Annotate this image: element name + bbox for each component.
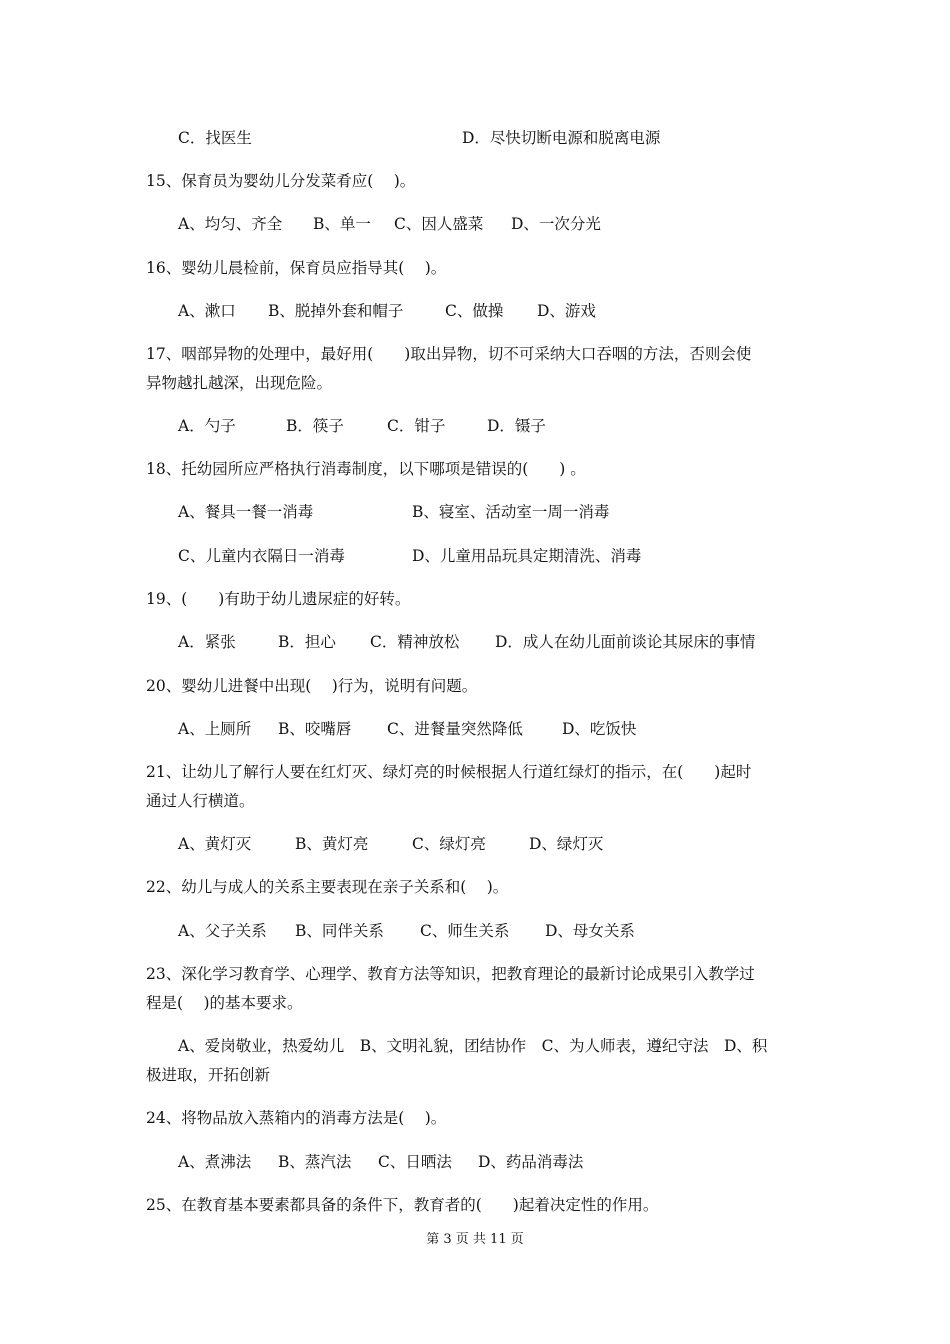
- q21-option-c: C、绿灯亮: [412, 835, 486, 853]
- q17-option-a: A．勺子: [178, 417, 236, 435]
- q25-stem: 25、在教育基本要素都具备的条件下，教育者的( )起着决定性的作用。: [146, 1196, 659, 1214]
- q15-option-d: D、一次分光: [511, 215, 601, 233]
- q17-option-c: C．钳子: [387, 417, 446, 435]
- q16-option-a: A、漱口: [178, 302, 236, 320]
- q17-option-d: D．镊子: [487, 417, 546, 435]
- q18-option-b: B、寝室、活动室一周一消毒: [412, 503, 610, 521]
- q24-option-b: B、蒸汽法: [278, 1153, 352, 1171]
- q21-stem-line1: 21、让幼儿了解行人要在红灯灭、绿灯亮的时候根据人行道红绿灯的指示，在( )起时: [146, 763, 752, 781]
- q20-option-a: A、上厕所: [178, 720, 252, 738]
- q15-option-a: A、均匀、齐全: [178, 215, 283, 233]
- q19-option-a: A．紧张: [178, 633, 236, 651]
- q16-stem: 16、婴幼儿晨检前，保育员应指导其( )。: [146, 259, 447, 277]
- q17-stem-line1: 17、咽部异物的处理中，最好用( )取出异物，切不可采纳大口吞咽的方法，否则会使: [146, 345, 752, 363]
- q22-option-d: D、母女关系: [545, 922, 635, 940]
- q18-stem: 18、托幼园所应严格执行消毒制度，以下哪项是错误的( ) 。: [146, 460, 586, 478]
- q16-option-b: B、脱掉外套和帽子: [268, 302, 404, 320]
- q18-option-d: D、儿童用品玩具定期清洗、消毒: [412, 547, 642, 565]
- q19-option-d: D．成人在幼儿面前谈论其尿床的事情: [495, 633, 756, 651]
- q23-stem-line1: 23、深化学习教育学、心理学、教育方法等知识，把教育理论的最新讨论成果引入教学过: [146, 965, 755, 983]
- q14-option-d: D．尽快切断电源和脱离电源: [462, 129, 661, 147]
- q22-stem: 22、幼儿与成人的关系主要表现在亲子关系和( )。: [146, 878, 509, 896]
- q24-option-c: C、日晒法: [378, 1153, 452, 1171]
- q20-stem: 20、婴幼儿进餐中出现( )行为，说明有问题。: [146, 677, 478, 695]
- q18-option-a: A、餐具一餐一消毒: [178, 503, 314, 521]
- q23-stem-line2: 程是( )的基本要求。: [146, 994, 303, 1012]
- q15-option-b: B、单一: [313, 215, 371, 233]
- q21-option-a: A、黄灯灭: [178, 835, 252, 853]
- q24-option-a: A、煮沸法: [178, 1153, 252, 1171]
- q19-stem: 19、( )有助于幼儿遗尿症的好转。: [146, 590, 411, 608]
- q14-option-c: C．找医生: [178, 129, 252, 147]
- q22-option-a: A、父子关系: [178, 922, 267, 940]
- q21-stem-line2: 通过人行横道。: [146, 792, 255, 810]
- q23-options-line1: A、爱岗敬业，热爱幼儿 B、文明礼貌，团结协作 C、为人师表，遵纪守法 D、积: [178, 1037, 768, 1055]
- page-footer: 第 3 页 共 11 页: [426, 1232, 524, 1247]
- q17-option-b: B．筷子: [286, 417, 344, 435]
- q23-options-line2: 极进取，开拓创新: [146, 1066, 271, 1084]
- q20-option-b: B、咬嘴唇: [278, 720, 352, 738]
- q21-option-b: B、黄灯亮: [295, 835, 369, 853]
- q21-option-d: D、绿灯灭: [529, 835, 604, 853]
- q19-option-b: B．担心: [278, 633, 336, 651]
- q22-option-b: B、同伴关系: [295, 922, 384, 940]
- q18-option-c: C、儿童内衣隔日一消毒: [178, 547, 345, 565]
- q15-stem: 15、保育员为婴幼儿分发菜肴应( )。: [146, 172, 416, 190]
- q16-option-c: C、做操: [445, 302, 504, 320]
- q24-option-d: D、药品消毒法: [478, 1153, 584, 1171]
- q20-option-c: C、进餐量突然降低: [387, 720, 523, 738]
- q16-option-d: D、游戏: [537, 302, 596, 320]
- q24-stem: 24、将物品放入蒸箱内的消毒方法是( )。: [146, 1109, 447, 1127]
- q22-option-c: C、师生关系: [420, 922, 510, 940]
- q15-option-c: C、因人盛菜: [394, 215, 484, 233]
- q17-stem-line2: 异物越扎越深，出现危险。: [146, 374, 333, 392]
- q20-option-d: D、吃饭快: [562, 720, 637, 738]
- q19-option-c: C．精神放松: [370, 633, 460, 651]
